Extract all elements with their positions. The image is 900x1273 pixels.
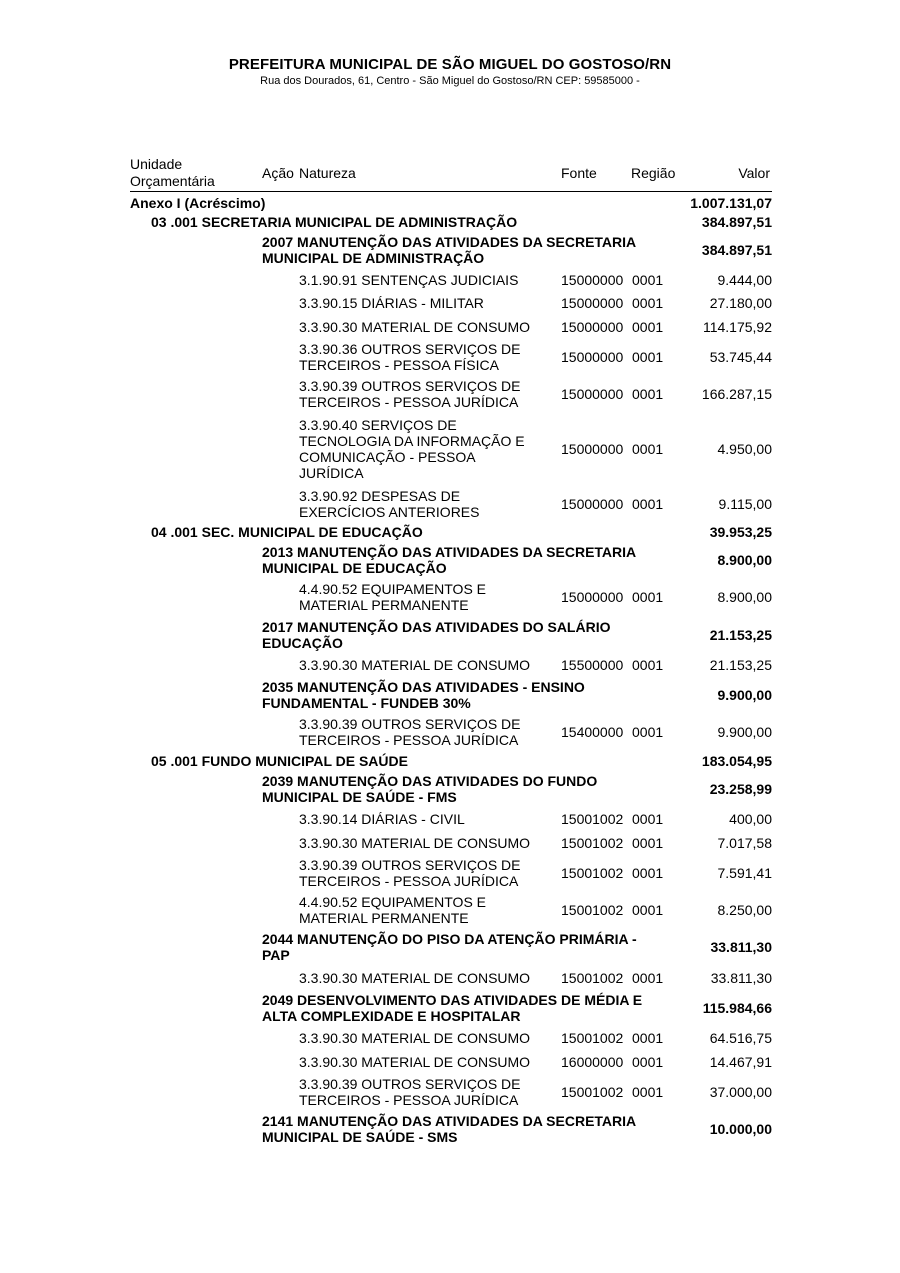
row-valor: 115.984,66 — [702, 999, 772, 1016]
row-description — [299, 657, 554, 673]
row-description-line: 3.1.90.91 SENTENÇAS JUDICIAIS — [299, 271, 519, 288]
action-row — [0, 929, 900, 966]
row-description — [262, 544, 682, 576]
row-valor: 9.115,00 — [718, 496, 772, 513]
expense-row — [0, 854, 900, 891]
row-description-line: 4.4.90.52 EQUIPAMENTOS E — [299, 581, 487, 598]
expense-row — [0, 1074, 900, 1111]
row-valor: 53.745,44 — [709, 349, 772, 366]
row-fonte: 15000000 — [561, 589, 624, 606]
action-row — [0, 1111, 900, 1148]
row-description-line: MATERIAL PERMANENTE — [299, 910, 469, 927]
row-description — [130, 195, 265, 211]
row-valor: 9.900,00 — [717, 724, 772, 741]
row-description-line: 3.3.90.30 MATERIAL DE CONSUMO — [299, 834, 531, 851]
row-fonte: 15000000 — [561, 349, 624, 366]
row-description — [262, 234, 682, 266]
row-regiao: 0001 — [632, 902, 664, 919]
row-regiao: 0001 — [632, 724, 664, 741]
row-description — [262, 773, 682, 805]
row-fonte: 15001002 — [561, 1030, 624, 1047]
row-description-line: COMUNICAÇÃO - PESSOA — [299, 449, 476, 466]
row-description-line: PAP — [262, 947, 290, 964]
row-description-line: TERCEIROS - PESSOA JURÍDICA — [299, 732, 519, 749]
header-divider — [130, 191, 772, 192]
row-regiao: 0001 — [632, 386, 664, 403]
budget-table — [0, 193, 900, 1148]
page-title: PREFEITURA MUNICIPAL DE SÃO MIGUEL DO GOSTOSO/RN — [228, 56, 672, 73]
action-row — [0, 231, 900, 268]
row-description — [299, 716, 554, 748]
row-regiao: 0001 — [632, 318, 664, 335]
row-description-line: TECNOLOGIA DA INFORMAÇÃO E — [299, 433, 525, 450]
row-description — [299, 970, 554, 986]
row-description-line: 3.3.90.14 DIÁRIAS - CIVIL — [299, 811, 465, 828]
row-valor: 33.811,30 — [710, 969, 772, 986]
row-valor: 9.444,00 — [717, 271, 772, 288]
row-valor: 7.591,41 — [717, 864, 772, 881]
row-description — [299, 341, 554, 373]
expense-row — [0, 485, 900, 522]
row-description-line: MATERIAL PERMANENTE — [299, 597, 469, 614]
row-description — [299, 319, 554, 335]
expense-row — [0, 376, 900, 413]
row-description — [151, 524, 423, 540]
expense-row — [0, 339, 900, 376]
column-header-unidade — [130, 156, 215, 190]
row-description-line: EXERCÍCIOS ANTERIORES — [299, 504, 480, 521]
action-row — [0, 616, 900, 653]
row-valor: 9.900,00 — [717, 687, 772, 704]
row-valor: 8.900,00 — [717, 552, 772, 569]
row-regiao: 0001 — [632, 441, 664, 458]
expense-row — [0, 268, 900, 292]
row-description — [299, 488, 554, 520]
row-description — [262, 992, 682, 1024]
row-fonte: 15001002 — [561, 969, 624, 986]
row-description-line: JURÍDICA — [299, 465, 364, 482]
row-fonte: 15000000 — [561, 295, 624, 312]
row-description-line: 2007 MANUTENÇÃO DAS ATIVIDADES DA SECRETARIA — [262, 233, 637, 250]
row-description — [299, 894, 554, 926]
row-valor: 114.175,92 — [702, 318, 772, 335]
row-fonte: 15000000 — [561, 386, 624, 403]
row-valor: 21.153,25 — [709, 656, 772, 673]
row-description — [299, 581, 554, 613]
row-fonte: 15001002 — [561, 834, 624, 851]
row-description — [299, 295, 554, 311]
row-description — [299, 1030, 554, 1046]
row-description-line: MUNICIPAL DE SAÚDE - SMS — [262, 1129, 458, 1146]
row-description — [299, 811, 554, 827]
column-header-fonte: Fonte — [561, 165, 597, 181]
expense-row — [0, 891, 900, 928]
row-valor: 7.017,58 — [717, 834, 772, 851]
row-description-line: 3.3.90.92 DESPESAS DE — [299, 488, 461, 505]
expense-row — [0, 579, 900, 616]
row-description-line: 3.3.90.40 SERVIÇOS DE — [299, 417, 457, 434]
annex-row — [0, 193, 900, 212]
row-description-line: MUNICIPAL DE EDUCAÇÃO — [262, 560, 447, 577]
row-fonte: 16000000 — [561, 1053, 624, 1070]
row-valor: 14.467,91 — [709, 1053, 772, 1070]
row-regiao: 0001 — [632, 811, 664, 828]
expense-row — [0, 1050, 900, 1074]
row-description — [262, 619, 682, 651]
action-row — [0, 770, 900, 807]
row-description-line: 05 .001 FUNDO MUNICIPAL DE SAÚDE — [151, 752, 408, 769]
row-description-line: 2049 DESENVOLVIMENTO DAS ATIVIDADES DE MÉDIA E — [262, 991, 643, 1008]
row-valor: 27.180,00 — [709, 295, 772, 312]
row-description — [299, 857, 554, 889]
row-description-line: 2017 MANUTENÇÃO DAS ATIVIDADES DO SALÁRIO — [262, 618, 611, 635]
unit-row — [0, 523, 900, 542]
row-valor: 37.000,00 — [709, 1084, 772, 1101]
row-description-line: 2141 MANUTENÇÃO DAS ATIVIDADES DA SECRETARIA — [262, 1113, 637, 1130]
row-fonte: 15001002 — [561, 811, 624, 828]
row-description-line: 3.3.90.39 OUTROS SERVIÇOS DE — [299, 716, 521, 733]
row-valor: 33.811,30 — [710, 939, 772, 956]
column-header-unidade-line1: Unidade — [130, 156, 183, 172]
row-valor: 8.250,00 — [717, 902, 772, 919]
row-fonte: 15000000 — [561, 441, 624, 458]
expense-row — [0, 653, 900, 677]
row-description-line: 03 .001 SECRETARIA MUNICIPAL DE ADMINISTRAÇÃO — [151, 213, 518, 230]
row-fonte: 15400000 — [561, 724, 624, 741]
row-valor: 23.258,99 — [709, 780, 772, 797]
row-description — [299, 378, 554, 410]
row-regiao: 0001 — [632, 1084, 664, 1101]
expense-row — [0, 413, 900, 485]
row-description-line: 3.3.90.36 OUTROS SERVIÇOS DE — [299, 341, 521, 358]
row-regiao: 0001 — [632, 656, 664, 673]
column-header-acao: Ação — [262, 165, 294, 181]
row-valor: 384.897,51 — [701, 213, 772, 230]
action-row — [0, 989, 900, 1026]
row-description-line: TERCEIROS - PESSOA JURÍDICA — [299, 394, 519, 411]
row-description-line: 3.3.90.30 MATERIAL DE CONSUMO — [299, 1053, 531, 1070]
column-header-unidade-line2: Orçamentária — [130, 173, 215, 189]
column-header-valor: Valor — [738, 165, 770, 181]
row-description-line: 3.3.90.30 MATERIAL DE CONSUMO — [299, 318, 531, 335]
row-description — [262, 679, 682, 711]
row-description-line: 3.3.90.30 MATERIAL DE CONSUMO — [299, 969, 531, 986]
row-valor: 1.007.131,07 — [690, 194, 772, 211]
unit-row — [0, 751, 900, 770]
row-fonte: 15000000 — [561, 271, 624, 288]
row-valor: 400,00 — [729, 811, 772, 828]
row-description — [299, 1054, 554, 1070]
expense-row — [0, 1027, 900, 1051]
row-fonte: 15001002 — [561, 864, 624, 881]
row-regiao: 0001 — [632, 834, 664, 851]
row-description-line: 3.3.90.39 OUTROS SERVIÇOS DE — [299, 1076, 521, 1093]
row-description — [299, 417, 554, 481]
row-regiao: 0001 — [632, 1030, 664, 1047]
row-description-line: 04 .001 SEC. MUNICIPAL DE EDUCAÇÃO — [151, 524, 423, 541]
row-description-line: 3.3.90.39 OUTROS SERVIÇOS DE — [299, 856, 521, 873]
row-description — [299, 272, 554, 288]
expense-row — [0, 966, 900, 990]
expense-row — [0, 807, 900, 831]
row-description — [262, 931, 682, 963]
row-description-line: 2044 MANUTENÇÃO DO PISO DA ATENÇÃO PRIMÁRIA - — [262, 931, 637, 948]
row-valor: 183.054,95 — [701, 752, 772, 769]
row-valor: 39.953,25 — [709, 524, 772, 541]
row-description-line: 3.3.90.30 MATERIAL DE CONSUMO — [299, 656, 531, 673]
expense-row — [0, 292, 900, 316]
row-description-line: Anexo I (Acréscimo) — [130, 194, 266, 211]
row-valor: 8.900,00 — [717, 589, 772, 606]
row-description-line: 2039 MANUTENÇÃO DAS ATIVIDADES DO FUNDO — [262, 772, 598, 789]
row-description — [151, 753, 408, 769]
row-description-line: ALTA COMPLEXIDADE E HOSPITALAR — [262, 1007, 521, 1024]
unit-row — [0, 212, 900, 231]
row-description-line: 4.4.90.52 EQUIPAMENTOS E — [299, 894, 487, 911]
row-regiao: 0001 — [632, 349, 664, 366]
row-fonte: 15500000 — [561, 656, 624, 673]
row-fonte: 15001002 — [561, 902, 624, 919]
action-row — [0, 542, 900, 579]
row-description-line: EDUCAÇÃO — [262, 634, 343, 651]
row-description-line: 2013 MANUTENÇÃO DAS ATIVIDADES DA SECRETARIA — [262, 544, 637, 561]
row-regiao: 0001 — [632, 271, 664, 288]
row-regiao: 0001 — [632, 589, 664, 606]
row-valor: 10.000,00 — [709, 1121, 772, 1138]
row-description-line: 3.3.90.30 MATERIAL DE CONSUMO — [299, 1030, 531, 1047]
expense-row — [0, 831, 900, 855]
row-description-line: MUNICIPAL DE SAÚDE - FMS — [262, 788, 457, 805]
expense-row — [0, 714, 900, 751]
row-description-line: 3.3.90.39 OUTROS SERVIÇOS DE — [299, 378, 521, 395]
row-regiao: 0001 — [632, 295, 664, 312]
row-fonte: 15000000 — [561, 318, 624, 335]
row-regiao: 0001 — [632, 864, 664, 881]
row-description-line: MUNICIPAL DE ADMINISTRAÇÃO — [262, 249, 485, 266]
row-description-line: FUNDAMENTAL - FUNDEB 30% — [262, 695, 471, 712]
row-regiao: 0001 — [632, 969, 664, 986]
column-header-natureza: Natureza — [299, 165, 356, 181]
row-description — [299, 1076, 554, 1108]
expense-row — [0, 315, 900, 339]
page-address: Rua dos Dourados, 61, Centro - São Miguel do Gostoso/RN CEP: 59585000 - — [260, 75, 640, 87]
row-regiao: 0001 — [632, 1053, 664, 1070]
row-fonte: 15001002 — [561, 1084, 624, 1101]
row-description-line: 2035 MANUTENÇÃO DAS ATIVIDADES - ENSINO — [262, 679, 585, 696]
action-row — [0, 677, 900, 714]
row-description-line: TERCEIROS - PESSOA FÍSICA — [299, 357, 499, 374]
row-description-line: TERCEIROS - PESSOA JURÍDICA — [299, 1092, 519, 1109]
row-valor: 166.287,15 — [701, 386, 772, 403]
row-description — [262, 1113, 682, 1145]
row-valor: 4.950,00 — [717, 441, 772, 458]
row-description-line: TERCEIROS - PESSOA JURÍDICA — [299, 872, 519, 889]
row-valor: 384.897,51 — [701, 241, 772, 258]
row-description — [151, 214, 517, 230]
row-fonte: 15000000 — [561, 496, 624, 513]
row-valor: 21.153,25 — [709, 626, 772, 643]
row-valor: 64.516,75 — [709, 1030, 772, 1047]
row-description — [299, 835, 554, 851]
column-header-regiao: Região — [631, 165, 676, 181]
row-description-line: 3.3.90.15 DIÁRIAS - MILITAR — [299, 295, 484, 312]
row-regiao: 0001 — [632, 496, 664, 513]
